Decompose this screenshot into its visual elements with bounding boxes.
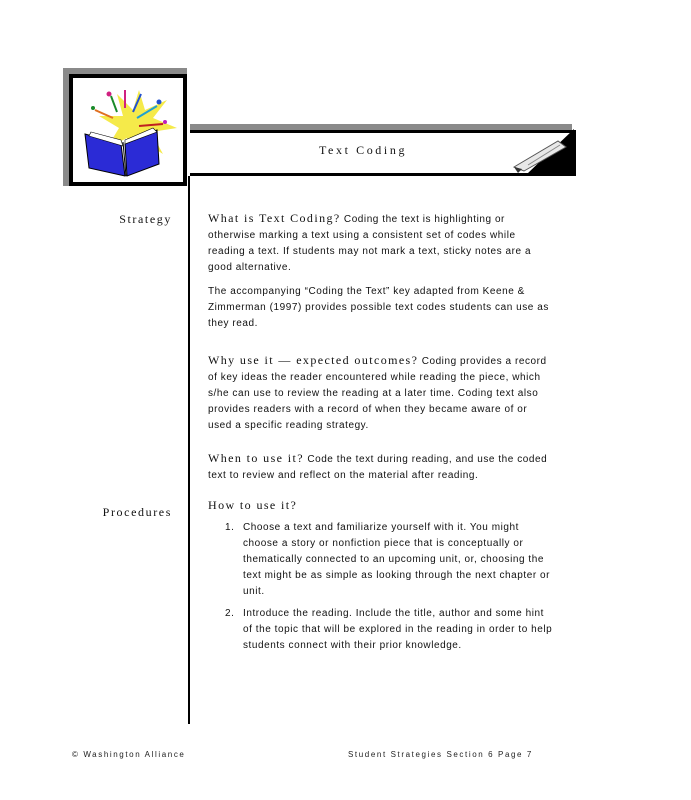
pen-icon [508, 129, 574, 173]
step-text: Choose a text and familiarize yourself with it. You might choose a story or nonfiction piece that is conceptually or thematically connected to an upcoming unit, or, choosing the text might be as simple as looking through the next chapter or unit. [243, 522, 551, 597]
accompanying-paragraph: The accompanying “Coding the Text” key adapted from Keene & Zimmerman (1997) provides possible text codes students can use as they read. [208, 286, 549, 329]
footer-copyright: © Washington Alliance [72, 750, 186, 759]
step-text: Introduce the reading. Include the title, author and some hint of the topic that will be explored in the reading in order to help students connect with their prior knowledge. [243, 608, 553, 651]
strategy-label: Strategy [119, 212, 172, 226]
footer-page-info: Student Strategies Section 6 Page 7 [348, 750, 533, 759]
when-text: Code the text during reading, and use the coded text to review and reflect on the material after reading. [208, 454, 548, 481]
list-item [225, 606, 555, 654]
what-text: Coding the text is highlighting or otherwise marking a text using a consistent set of codes while reading a text. If students may not mark a text, sticky notes are a good alternative. [208, 214, 532, 273]
what-paragraph [208, 210, 553, 276]
how-heading: How to use it? [208, 498, 298, 512]
when-heading: When to use it? [208, 451, 304, 465]
what-heading: What is Text Coding? [208, 211, 341, 225]
how-heading-line [208, 497, 553, 515]
column-divider [188, 176, 190, 724]
when-paragraph [208, 450, 553, 484]
procedures-label: Procedures [102, 505, 172, 519]
why-paragraph [208, 352, 553, 434]
procedure-steps [225, 520, 555, 660]
open-book-icon [77, 82, 179, 178]
list-item [225, 520, 555, 600]
why-heading: Why use it — expected outcomes? [208, 353, 419, 367]
step-number: 2. [225, 608, 235, 619]
page-title: Text Coding [318, 143, 408, 157]
step-number: 1. [225, 522, 235, 533]
why-text: Coding provides a record of key ideas the reader encountered while reading the piece, which s/he can use to review the reading at a later time. Coding text also provides readers with a record of when they became aware of or used a specific reading strategy. [208, 356, 547, 431]
logo-frame [69, 74, 187, 186]
